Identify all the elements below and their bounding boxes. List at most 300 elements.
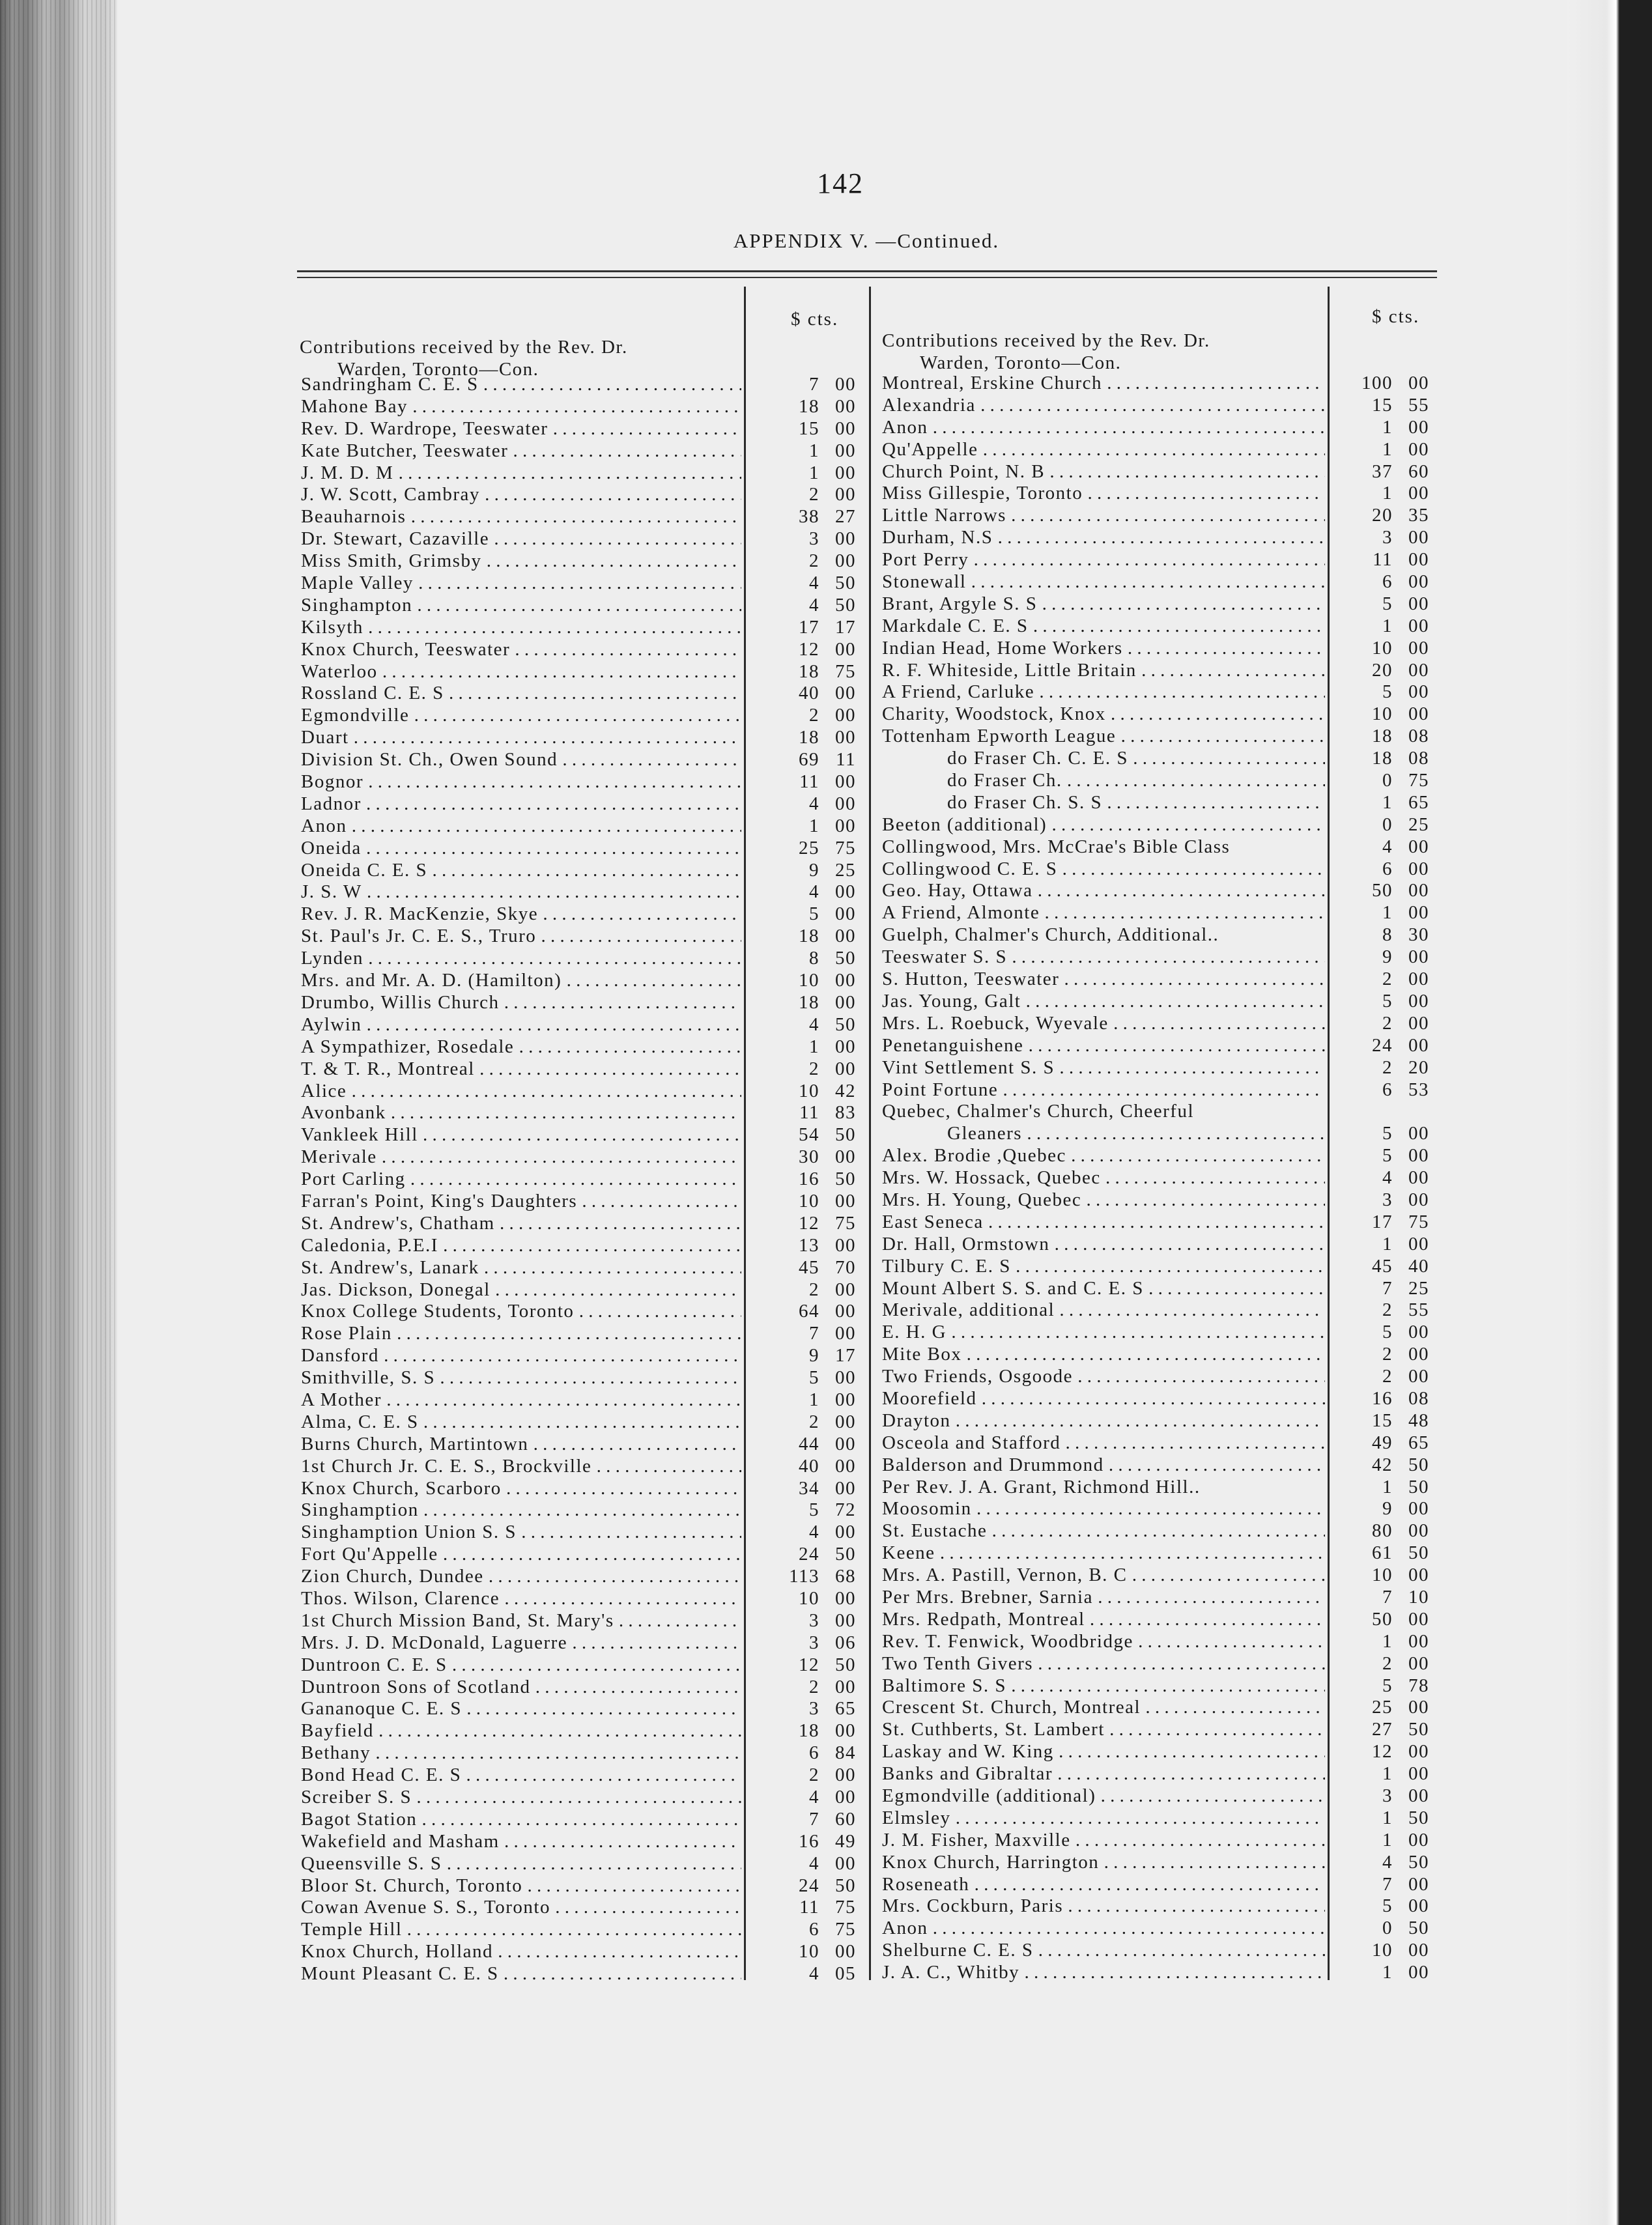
amount-dollars: 5 [1382, 593, 1393, 614]
amount-dollars: 10 [1372, 1940, 1393, 1961]
amount-cents: 50 [1408, 1454, 1429, 1475]
list-item [301, 1787, 741, 1809]
amount-row [769, 1544, 866, 1566]
amount-dollars: 1 [809, 1036, 819, 1057]
contributor-name: Anon . . . [882, 417, 1325, 439]
amount-cents: 00 [835, 1036, 856, 1057]
amount-dollars: 4 [809, 881, 819, 903]
amount-dollars: 113 [789, 1566, 819, 1587]
contributor-name: Merivale . . . [301, 1146, 741, 1169]
amount-row [769, 1897, 866, 1919]
contributor-name: Alice . . . [301, 1081, 741, 1103]
amount-dollars: 40 [799, 1455, 819, 1477]
amount-cents: 00 [1408, 416, 1429, 438]
contributor-name: Aylwin . . . [301, 1014, 741, 1036]
amount-row [1342, 417, 1440, 439]
contributor-name: Moosomin . . . [882, 1498, 1325, 1520]
amount-row [769, 1853, 866, 1875]
amount-row [1342, 1145, 1440, 1167]
contributor-name: Keene . . . [882, 1542, 1325, 1565]
amount-dollars: 50 [1372, 1608, 1393, 1630]
amount-row [769, 1257, 866, 1279]
list-item [882, 461, 1325, 483]
amount-cents: 65 [1408, 1432, 1429, 1453]
contributor-name: Farran's Point, King's Daughters . . . [301, 1191, 741, 1213]
amount-row [1342, 946, 1440, 969]
amount-cents: 00 [835, 705, 856, 726]
contributor-name: J. W. Scott, Cambray . . . [301, 484, 741, 506]
amount-row [1342, 1322, 1440, 1344]
amount-dollars: 9 [809, 1345, 819, 1367]
list-item [882, 660, 1325, 682]
contributor-name: Mrs. A. Pastill, Vernon, B. C . . . [882, 1565, 1325, 1587]
amount-dollars: 45 [799, 1256, 819, 1278]
list-item [301, 1411, 741, 1434]
list-item [301, 1919, 741, 1941]
amount-cents: 60 [835, 1808, 856, 1830]
list-item [301, 1124, 741, 1146]
amount-dollars: 15 [1372, 1410, 1393, 1431]
amount-cents: 60 [1408, 461, 1429, 482]
list-item [882, 703, 1325, 726]
list-item [301, 484, 741, 506]
contributor-name: Jas. Young, Galt . . . [882, 991, 1325, 1013]
contributor-name: Indian Head, Home Workers . . . [882, 638, 1325, 660]
amount-dollars: 1 [809, 440, 819, 461]
amount-row [769, 661, 866, 683]
list-item [301, 1389, 741, 1411]
amount-cents: 00 [835, 1764, 856, 1786]
amount-dollars: 7 [809, 1323, 819, 1344]
amount-cents: 00 [835, 815, 856, 836]
amount-row [769, 1764, 866, 1787]
contributor-name: Knox Church, Scarboro . . . [301, 1478, 741, 1500]
amount-cents: 48 [1408, 1410, 1429, 1431]
amount-row [769, 1963, 866, 1985]
amount-cents: 20 [1408, 1056, 1429, 1078]
amount-dollars: 2 [1382, 1652, 1393, 1674]
amount-cents: 50 [1408, 1807, 1429, 1828]
amount-row [769, 860, 866, 882]
contributor-name: Elmsley . . . [882, 1807, 1325, 1830]
amount-dollars: 10 [799, 1190, 819, 1212]
amount-dollars: 5 [1382, 681, 1393, 703]
contributor-name: Miss Smith, Grimsby . . . [301, 550, 741, 573]
amount-dollars: 1 [1382, 615, 1393, 636]
amount-dollars: 1 [1382, 1233, 1393, 1254]
list-item [882, 681, 1325, 703]
amount-row [769, 1742, 866, 1764]
amount-dollars: 12 [799, 1654, 819, 1675]
amount-row [1342, 1697, 1440, 1719]
amount-cents: 00 [835, 926, 856, 947]
amount-row [1342, 1278, 1440, 1300]
amount-cents: 17 [835, 616, 856, 638]
amount-cents: 00 [1408, 1344, 1429, 1365]
amount-row [769, 1632, 866, 1654]
contributor-name: Dr. Stewart, Cazaville . . . [301, 528, 741, 550]
amount-dollars: 7 [809, 1808, 819, 1830]
column-rule-left-names [744, 287, 746, 1980]
contributor-name: J. M. D. M . . . [301, 462, 741, 485]
amount-row [769, 749, 866, 771]
list-item [882, 991, 1325, 1013]
amount-row [769, 1102, 866, 1124]
list-item [882, 527, 1325, 549]
amount-row [769, 1522, 866, 1544]
contributor-name: Smithville, S. S . . . [301, 1367, 741, 1389]
amount-dollars: 10 [1372, 703, 1393, 725]
contributor-name: Alma, C. E. S . . . [301, 1411, 741, 1434]
contributor-name: Stonewall . . . [882, 571, 1325, 593]
amount-row [1342, 1123, 1440, 1145]
amount-row [769, 418, 866, 440]
amount-row [769, 1941, 866, 1963]
amount-dollars: 18 [799, 660, 819, 682]
amount-cents: 00 [835, 1433, 856, 1454]
list-item [301, 374, 741, 396]
contributor-name: East Seneca . . . [882, 1212, 1325, 1234]
amount-cents: 00 [1408, 593, 1429, 614]
amount-row [769, 484, 866, 506]
amount-row [1342, 395, 1440, 417]
contributor-name: 1st Church Jr. C. E. S., Brockville . . . [301, 1456, 741, 1478]
amount-cents: 40 [1408, 1255, 1429, 1277]
contributor-name: Duntroon C. E. S . . . [301, 1654, 741, 1677]
contributor-name: Wakefield and Masham . . . [301, 1831, 741, 1853]
amount-dollars: 80 [1372, 1520, 1393, 1542]
list-item [882, 770, 1325, 792]
contributor-name: Port Carling . . . [301, 1169, 741, 1191]
list-item [301, 550, 741, 573]
contributor-name: T. & T. R., Montreal . . . [301, 1058, 741, 1081]
contributor-name: Anon . . . [882, 1918, 1325, 1940]
list-item [882, 902, 1325, 924]
amount-row [1342, 858, 1440, 881]
amount-row [769, 948, 866, 970]
list-item [301, 1301, 741, 1323]
list-item [301, 926, 741, 948]
amount-row [769, 1831, 866, 1853]
amount-row [1342, 1587, 1440, 1609]
contributor-name: do Fraser Ch. S. S . . . [882, 792, 1325, 814]
amount-row [1342, 1763, 1440, 1785]
amount-row [1342, 483, 1440, 505]
amount-cents: 50 [1408, 1542, 1429, 1564]
list-item [301, 1146, 741, 1169]
amount-dollars: 4 [809, 793, 819, 814]
amount-dollars: 25 [799, 837, 819, 858]
contributor-name: Singhampton . . . [301, 595, 741, 617]
amount-cents: 00 [835, 793, 856, 814]
list-item [301, 462, 741, 485]
contributor-name: Jas. Dickson, Donegal . . . [301, 1279, 741, 1301]
amount-row [769, 617, 866, 639]
amount-row [769, 992, 866, 1014]
amount-row [769, 639, 866, 661]
amount-row [1342, 726, 1440, 748]
list-item [882, 748, 1325, 770]
contributor-name: A Sympathizer, Rosedale . . . [301, 1036, 741, 1058]
amount-row [1342, 1189, 1440, 1212]
amount-row [1342, 1852, 1440, 1874]
amount-dollars: 1 [809, 1389, 819, 1410]
list-item [882, 1940, 1325, 1962]
contributor-name: A Friend, Almonte . . . [882, 902, 1325, 924]
list-item [882, 483, 1325, 505]
page-number: 142 [817, 167, 864, 199]
list-item [301, 1853, 741, 1875]
list-item [882, 1432, 1325, 1454]
amount-cents: 08 [1408, 726, 1429, 747]
amount-row [1342, 1565, 1440, 1587]
amount-cents: 00 [1408, 1962, 1429, 1983]
list-item [882, 1145, 1325, 1167]
amount-row [1342, 792, 1440, 814]
amount-cents: 55 [1408, 394, 1429, 416]
contributor-name: Mrs. Redpath, Montreal . . . [882, 1609, 1325, 1631]
contributor-name: Knox Church, Holland . . . [301, 1941, 741, 1963]
list-item [301, 1632, 741, 1654]
contributor-name: Mrs. J. D. McDonald, Laguerre . . . [301, 1632, 741, 1654]
amount-row [769, 550, 866, 573]
list-item [882, 571, 1325, 593]
contributor-name: Laskay and W. King . . . [882, 1741, 1325, 1763]
amount-row [1342, 527, 1440, 549]
amount-row [769, 1367, 866, 1389]
amount-row [769, 1478, 866, 1500]
contributor-name: Baltimore S. S . . . [882, 1675, 1325, 1697]
amount-row [1342, 549, 1440, 571]
contributor-name: Mrs. and Mr. A. D. (Hamilton) . . . [301, 970, 741, 992]
contributor-name: Two Friends, Osgoode . . . [882, 1366, 1325, 1388]
amount-dollars: 25 [1372, 1697, 1393, 1718]
list-item [301, 838, 741, 860]
amount-row [769, 1323, 866, 1345]
contributor-name: A Mother . . . [301, 1389, 741, 1411]
amount-cents: 00 [1408, 946, 1429, 968]
contributor-name: Per Rev. J. A. Grant, Richmond Hill.. [882, 1476, 1201, 1497]
amount-dollars: 6 [809, 1919, 819, 1940]
list-item [301, 396, 741, 418]
contributor-name: Church Point, N. B . . . [882, 461, 1325, 483]
book-spine-edge [0, 0, 117, 2225]
contributor-name: Lynden . . . [301, 948, 741, 970]
contributor-name: Division St. Ch., Owen Sound . . . [301, 749, 741, 771]
amount-row [1342, 1299, 1440, 1322]
contributor-name: J. A. C., Whitby . . . [882, 1962, 1325, 1984]
amount-cents: 00 [1408, 1366, 1429, 1387]
amount-dollars: 1 [1382, 416, 1393, 438]
amount-cents: 72 [835, 1499, 856, 1521]
list-item [882, 880, 1325, 902]
amount-dollars: 9 [1382, 946, 1393, 968]
amount-dollars: 38 [799, 506, 819, 528]
contributor-name: Tottenham Epworth League . . . [882, 726, 1325, 748]
amount-cents: 00 [1408, 1498, 1429, 1520]
amount-row [1342, 616, 1440, 638]
amount-cents: 00 [1408, 1167, 1429, 1189]
list-item [301, 440, 741, 462]
list-item [882, 726, 1325, 748]
amount-dollars: 1 [1382, 1763, 1393, 1785]
list-item [301, 1367, 741, 1389]
amount-cents: 75 [835, 1919, 856, 1940]
amount-dollars: 24 [799, 1875, 819, 1896]
contributor-name: Avonbank . . . [301, 1102, 741, 1124]
amount-row [1342, 1675, 1440, 1697]
list-item [301, 1677, 741, 1699]
contributor-name: Beeton (additional) . . . [882, 814, 1325, 836]
list-item [301, 727, 741, 749]
amount-cents: 00 [1408, 836, 1429, 857]
amount-dollars: 6 [1382, 1079, 1393, 1100]
amount-dollars: 44 [799, 1433, 819, 1454]
amount-cents: 00 [1408, 659, 1429, 681]
list-item [882, 1874, 1325, 1896]
amount-dollars: 7 [1382, 1586, 1393, 1608]
list-item [301, 860, 741, 882]
contributor-name: R. F. Whiteside, Little Britain . . . [882, 660, 1325, 682]
amount-cents: 11 [836, 749, 856, 771]
amount-cents: 50 [1408, 1719, 1429, 1740]
amount-dollars: 2 [809, 550, 819, 572]
list-item [882, 1079, 1325, 1101]
contributor-name: Mount Albert S. S. and C. E. S . . . [882, 1278, 1325, 1300]
amount-cents: 00 [835, 528, 856, 550]
amount-dollars: 5 [1382, 990, 1393, 1012]
contributor-name: Alexandria . . . [882, 395, 1325, 417]
list-item [301, 1588, 741, 1610]
amount-cents: 00 [1408, 615, 1429, 636]
amount-cents: 25 [1408, 814, 1429, 835]
left-contributions-list [301, 374, 741, 1985]
list-item [301, 992, 741, 1014]
amount-row [1342, 1807, 1440, 1830]
contributor-name: do Fraser Ch. C. E. S . . . [882, 748, 1325, 770]
amount-row [1342, 1079, 1440, 1101]
amount-row [769, 771, 866, 793]
contributor-name: Rossland C. E. S . . . [301, 683, 741, 705]
amount-dollars: 1 [1382, 1962, 1393, 1983]
amount-dollars: 1 [1382, 902, 1393, 924]
amount-dollars: 13 [799, 1234, 819, 1256]
contributor-name: Point Fortune . . . [882, 1079, 1325, 1101]
amount-cents: 75 [1408, 770, 1429, 791]
amount-row [769, 595, 866, 617]
amount-row [1342, 1609, 1440, 1631]
amount-row [1342, 373, 1440, 395]
amount-cents: 50 [1408, 1476, 1429, 1497]
header-rule-inner [297, 277, 1437, 278]
amount-cents: 70 [835, 1256, 856, 1278]
amount-row [1342, 681, 1440, 703]
amount-cents: 00 [1408, 1763, 1429, 1785]
list-item [301, 639, 741, 661]
amount-cents: 68 [835, 1566, 856, 1587]
right-currency-header: $ cts. [1372, 306, 1420, 327]
amount-row [1342, 1830, 1440, 1852]
amount-cents: 00 [835, 395, 856, 417]
amount-dollars: 20 [1372, 659, 1393, 681]
amount-dollars: 2 [1382, 1366, 1393, 1387]
contributor-name: Beauharnois . . . [301, 506, 741, 528]
contributor-name: Mrs. Cockburn, Paris . . . [882, 1895, 1325, 1918]
amount-row [769, 815, 866, 838]
column-rule-right-names [1328, 287, 1330, 1980]
amount-row [769, 440, 866, 462]
amount-row [769, 1456, 866, 1478]
list-item [301, 1102, 741, 1124]
amount-cents: 00 [1408, 1895, 1429, 1917]
contributor-name: Penetanguishene . . . [882, 1035, 1325, 1057]
list-item [882, 858, 1325, 881]
amount-dollars: 2 [809, 1058, 819, 1079]
contributor-name: Rose Plain . . . [301, 1323, 741, 1345]
appendix-title: APPENDIX V. —Continued. [733, 229, 1000, 252]
amount-row [1342, 571, 1440, 593]
left-heading-line2: Warden, Toronto—Con. [337, 359, 539, 380]
amount-cents: 00 [1408, 681, 1429, 703]
amount-cents: 00 [835, 440, 856, 461]
amount-dollars: 17 [799, 616, 819, 638]
contributor-name: Fort Qu'Appelle . . . [301, 1544, 741, 1566]
amount-dollars: 30 [799, 1146, 819, 1168]
list-item [882, 814, 1325, 836]
list-item [882, 1322, 1325, 1344]
list-item [301, 1742, 741, 1764]
list-item [301, 903, 741, 926]
amount-cents: 00 [835, 1190, 856, 1212]
contributor-name: Guelph, Chalmer's Church, Additional.. [882, 924, 1219, 946]
list-item [301, 1213, 741, 1235]
amount-cents: 50 [835, 1875, 856, 1896]
amount-cents: 78 [1408, 1675, 1429, 1696]
amount-row [1342, 1520, 1440, 1542]
amount-dollars: 49 [1372, 1432, 1393, 1453]
contributor-name: Singhamption Union S. S . . . [301, 1522, 741, 1544]
right-heading-line1: Contributions received by the Rev. Dr. [882, 330, 1210, 351]
amount-row [1342, 1940, 1440, 1962]
list-item [882, 946, 1325, 969]
amount-cents: 00 [1408, 438, 1429, 460]
list-item [882, 1895, 1325, 1918]
amount-dollars: 20 [1372, 505, 1393, 526]
contributor-name: Gananoque C. E. S . . . [301, 1698, 741, 1720]
list-item [882, 549, 1325, 571]
amount-cents: 00 [1408, 1034, 1429, 1056]
amount-row [769, 1610, 866, 1632]
list-item [301, 1897, 741, 1919]
amount-dollars: 54 [799, 1124, 819, 1146]
amount-dollars: 11 [799, 771, 819, 793]
list-item [882, 1675, 1325, 1697]
list-item [882, 1057, 1325, 1079]
amount-cents: 00 [1408, 1652, 1429, 1674]
amount-cents: 50 [835, 1654, 856, 1675]
list-item [882, 1189, 1325, 1212]
amount-dollars: 0 [1382, 1918, 1393, 1939]
amount-dollars: 27 [1372, 1719, 1393, 1740]
contributor-name: Rev. T. Fenwick, Woodbridge . . . [882, 1631, 1325, 1653]
amount-row [769, 528, 866, 550]
amount-dollars: 2 [1382, 1299, 1393, 1321]
amount-cents: 00 [835, 1058, 856, 1079]
list-item [301, 1345, 741, 1367]
contributor-name: Mahone Bay . . . [301, 396, 741, 418]
amount-row [769, 1169, 866, 1191]
amount-dollars: 10 [799, 970, 819, 991]
